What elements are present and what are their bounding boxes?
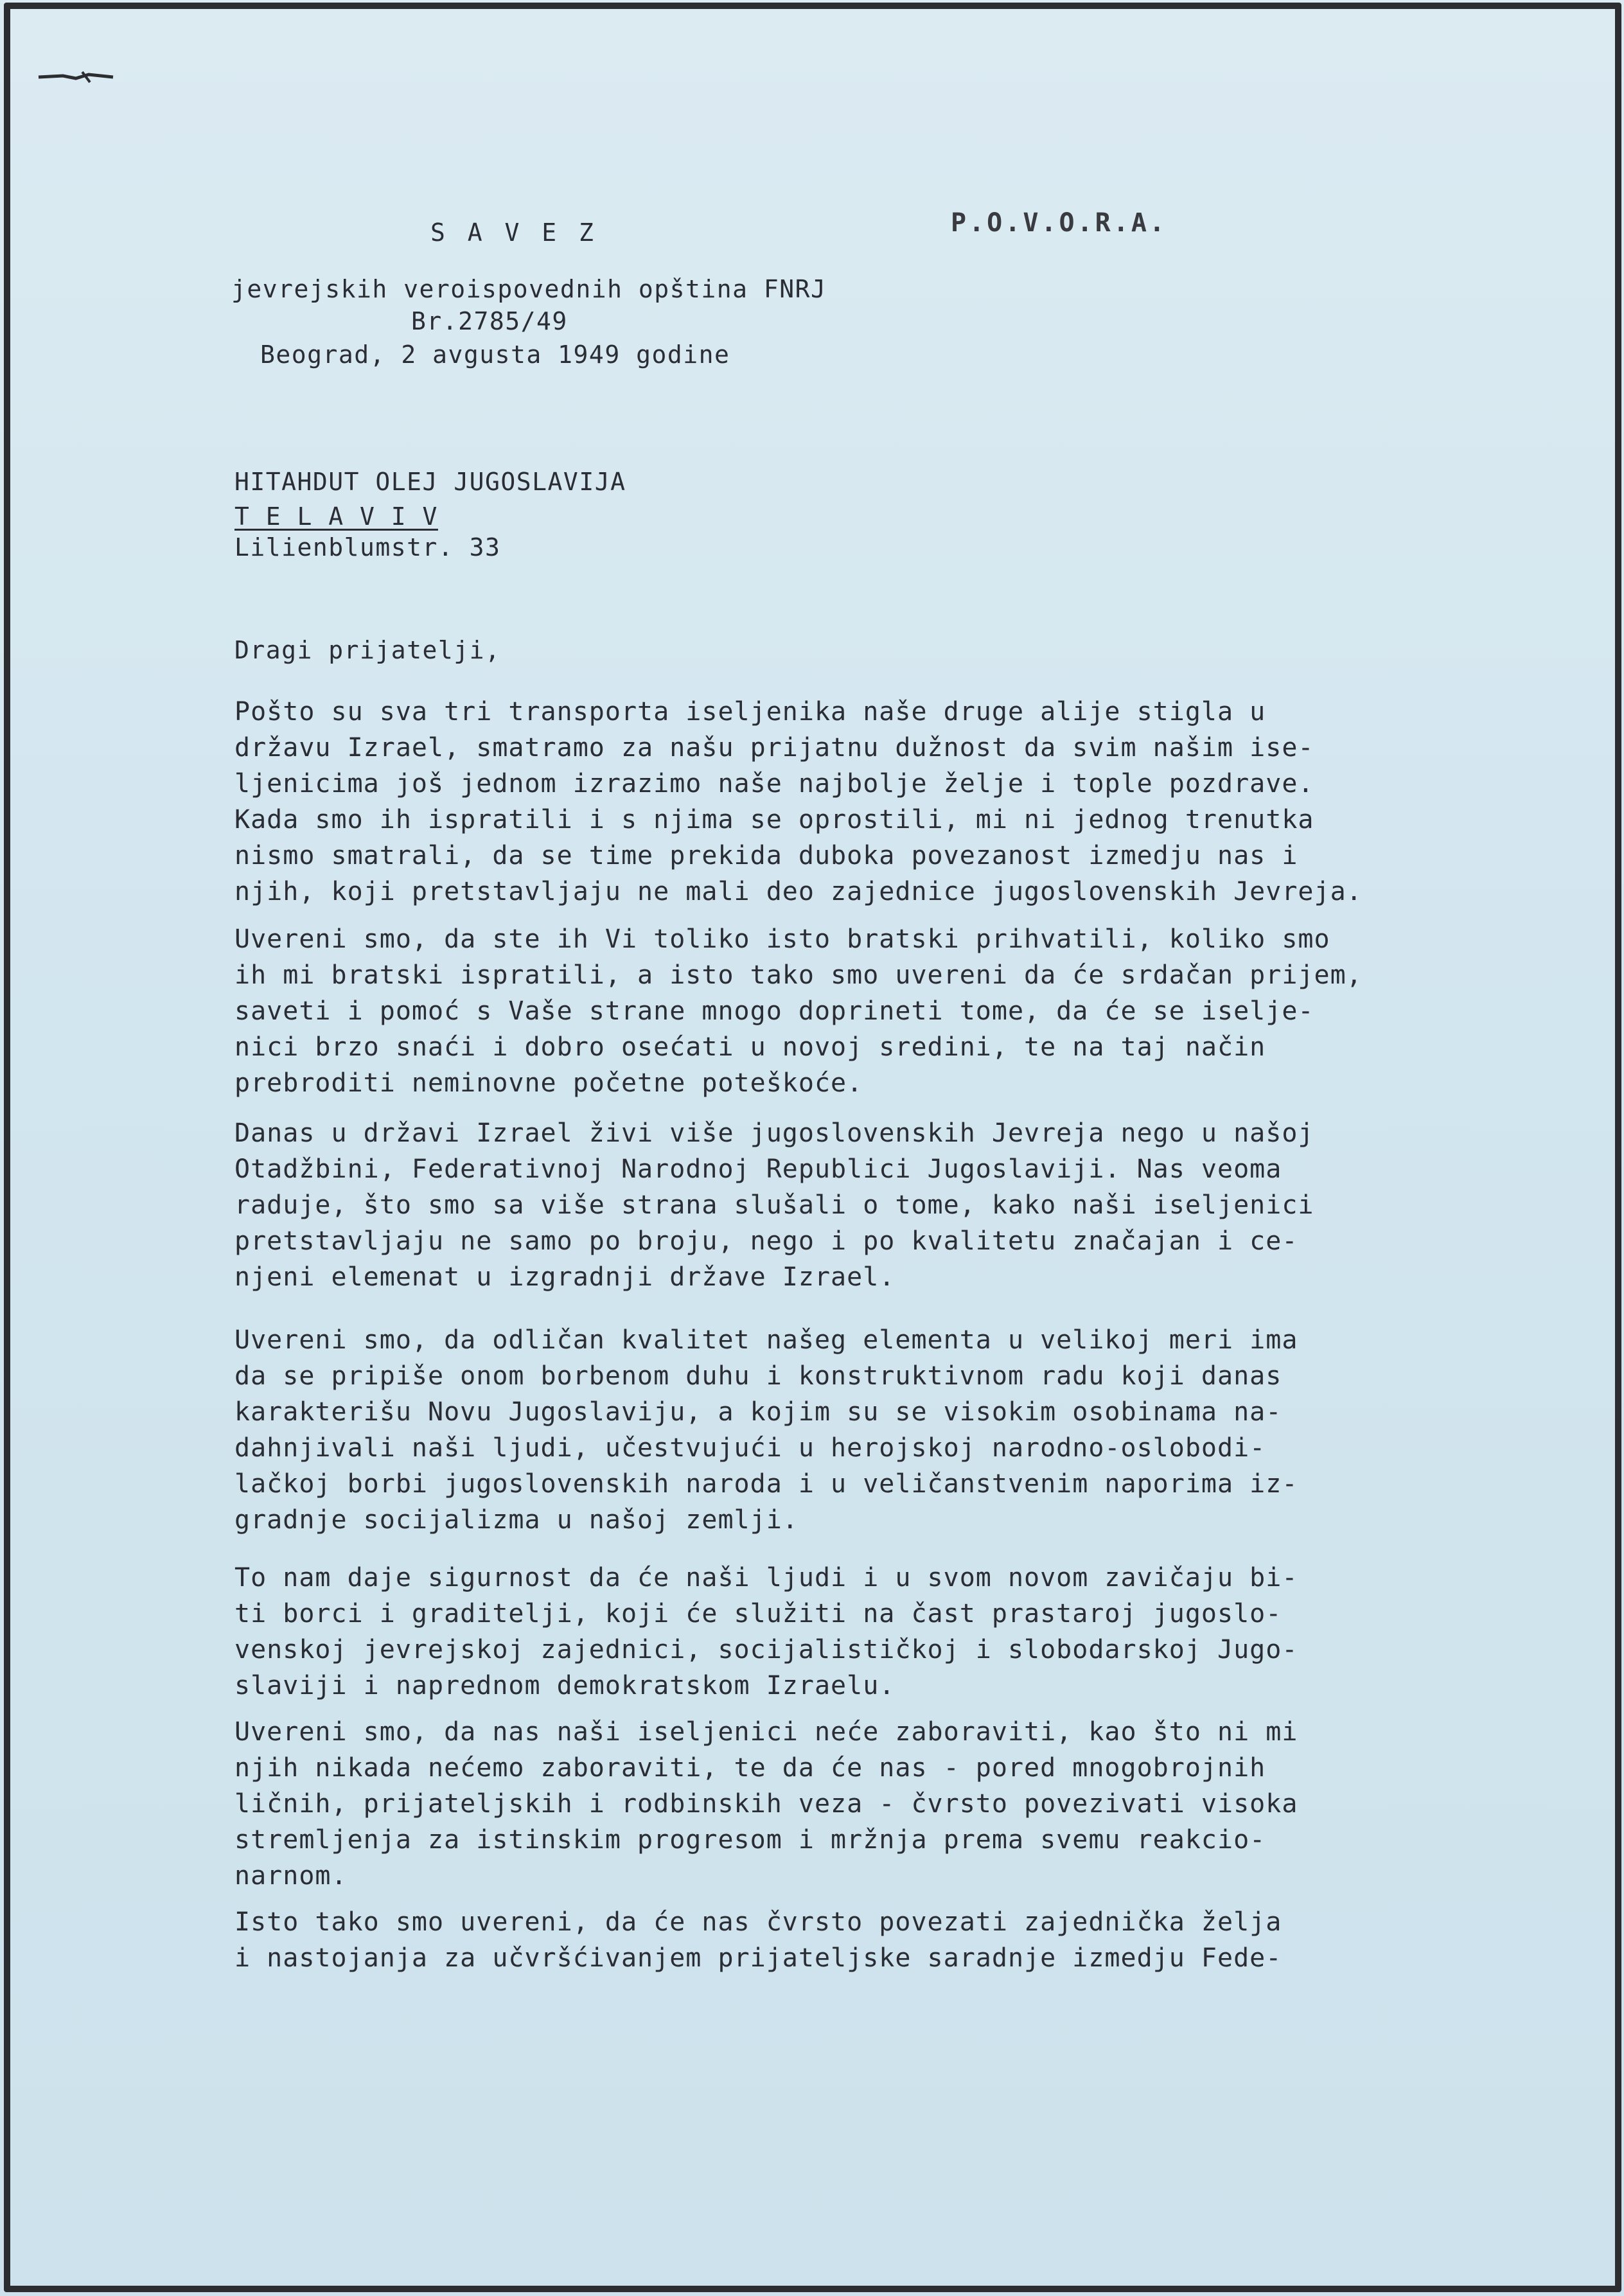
paragraph-line: narnom. [234,1861,348,1891]
paragraph-line: saveti i pomoć s Vaše strane mnogo doprineti tome, da će se iselje- [234,996,1314,1026]
place-and-date: Beograd, 2 avgusta 1949 godine [260,340,730,369]
paragraph-line: Uvereni smo, da nas naši iseljenici neće zaboraviti, kao što ni mi [234,1717,1298,1747]
paragraph-line: lačkoj borbi jugoslovenskih naroda i u veličanstvenim naporima iz- [234,1469,1298,1499]
paragraph-line: Isto tako smo uvereni, da će nas čvrsto povezati zajednička želja [234,1907,1282,1937]
paragraph-line: Otadžbini, Federativnoj Narodnoj Republici Jugoslaviji. Nas veoma [234,1154,1282,1184]
salutation: Dragi prijatelji, [234,636,501,664]
paragraph-line: Danas u državi Izrael živi više jugoslovenskih Jevreja nego u našoj [234,1118,1314,1148]
paragraph-line: dahnjivali naši ljudi, učestvujući u herojskoj narodno-oslobodi- [234,1433,1266,1463]
paragraph-line: karakterišu Novu Jugoslaviju, a kojim su se visokim osobinama na- [234,1397,1282,1427]
recipient-street: Lilienblumstr. 33 [234,533,501,561]
paragraph-line: i nastojanja za učvršćivanjem prijateljske saradnje izmedju Fede- [234,1943,1282,1973]
recipient-city: T E L A V I V [234,502,438,531]
paragraph-line: venskoj jevrejskoj zajednici, socijalističkoj i slobodarskoj Jugo- [234,1635,1298,1665]
corner-scratch-mark [37,69,114,84]
paragraph-line: da se pripiše onom borbenom duhu i konstruktivnom radu koji danas [234,1361,1282,1391]
org-subtitle: jevrejskih veroispovednih opština FNRJ [231,275,827,303]
paragraph-line: gradnje socijalizma u našoj zemlji. [234,1505,799,1535]
paragraph-line: slaviji i naprednom demokratskom Izraelu. [234,1671,896,1700]
paragraph-3 [234,1115,1455,1295]
paragraph-line: nismo smatrali, da se time prekida duboka povezanost izmedju nas i [234,841,1298,870]
confidential-stamp: P.O.V.O.R.A. [951,208,1167,238]
paragraph-line: ličnih, prijateljskih i rodbinskih veza - čvrsto povezivati visoka [234,1789,1298,1819]
paragraph-line: Uvereni smo, da ste ih Vi toliko isto bratski prihvatili, koliko smo [234,924,1330,954]
paragraph-line: pretstavljaju ne samo po broju, nego i po kvalitetu značajan i ce- [234,1226,1298,1256]
paragraph-4 [234,1322,1455,1538]
paragraph-line: Uvereni smo, da odličan kvalitet našeg elementa u velikoj meri ima [234,1325,1298,1355]
paragraph-line: Kada smo ih ispratili i s njima se oprostili, mi ni jednog trenutka [234,805,1314,835]
paragraph-line: državu Izrael, smatramo za našu prijatnu dužnost da svim našim ise- [234,733,1314,763]
paragraph-1 [234,694,1455,910]
paragraph-line: ih mi bratski ispratili, a isto tako smo uvereni da će srdačan prijem, [234,960,1363,990]
paragraph-2 [234,921,1455,1101]
paragraph-line: njih nikada nećemo zaboraviti, te da će nas - pored mnogobrojnih [234,1753,1266,1783]
paragraph-line: njih, koji pretstavljaju ne mali deo zajednice jugoslovenskih Jevreja. [234,877,1363,906]
paragraph-line: raduje, što smo sa više strana slušali o tome, kako naši iseljenici [234,1190,1314,1220]
paragraph-7 [234,1904,1455,1976]
paragraph-line: prebroditi neminovne početne poteškoće. [234,1068,863,1098]
paragraph-line: ti borci i graditelji, koji će služiti na čast prastaroj jugoslo- [234,1599,1282,1629]
recipient-organization: HITAHDUT OLEJ JUGOSLAVIJA [234,468,626,496]
paragraph-6 [234,1714,1455,1894]
paragraph-line: njeni elemenat u izgradnji države Izrael. [234,1262,896,1292]
paragraph-line: ljenicima još jednom izrazimo naše najbolje želje i tople pozdrave. [234,769,1314,799]
paragraph-line: Pošto su sva tri transporta iseljenika naše druge alije stigla u [234,697,1266,727]
paragraph-line: To nam daje sigurnost da će naši ljudi i u svom novom zavičaju bi- [234,1563,1298,1593]
org-title: S A V E Z [430,218,597,247]
paragraph-5 [234,1560,1455,1704]
paragraph-line: stremljenja za istinskim progresom i mržnja prema svemu reakcio- [234,1825,1266,1855]
paragraph-line: nici brzo snaći i dobro osećati u novoj sredini, te na taj način [234,1032,1266,1062]
reference-number: Br.2785/49 [411,307,568,335]
